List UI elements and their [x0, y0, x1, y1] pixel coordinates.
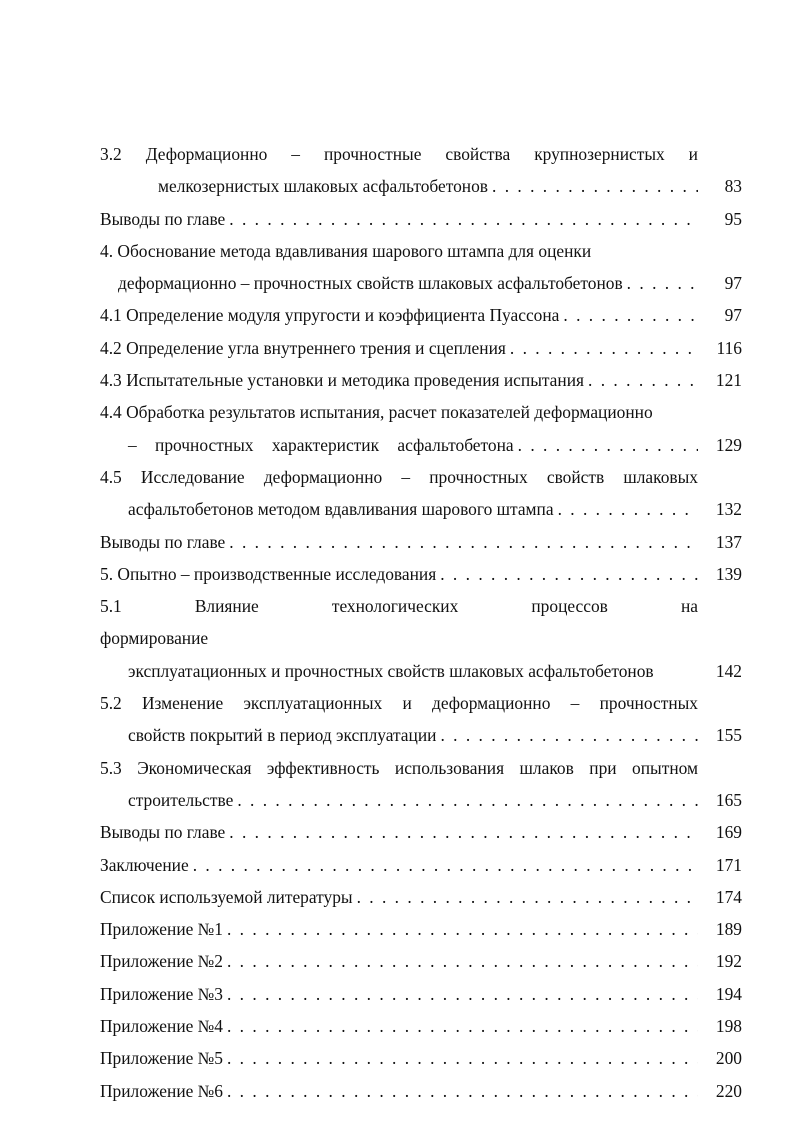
leader-dots	[237, 784, 698, 816]
toc-entry	[100, 299, 742, 331]
leader-dots	[193, 849, 698, 881]
leader-dots	[227, 913, 698, 945]
toc-entry-title: мелкозернистых шлаковых асфальтобетонов	[158, 176, 489, 197]
toc-entry-title: 4.5 Исследование деформационно – прочностных свойств шлаковых	[100, 466, 698, 487]
toc-entry	[100, 364, 742, 396]
toc-entry	[100, 1010, 742, 1042]
toc-entry-line	[100, 784, 742, 816]
toc-entry-line	[100, 138, 742, 170]
toc-page-number: 192	[715, 951, 742, 972]
leader-dots	[229, 526, 698, 558]
toc-entry-line	[100, 364, 742, 396]
toc-entry-line	[100, 461, 742, 493]
toc-entry-line	[100, 267, 742, 299]
toc-entry-line	[100, 170, 742, 202]
toc-page-number: 155	[715, 725, 742, 746]
toc-page-number: 198	[715, 1016, 742, 1037]
toc-entry-line	[100, 429, 742, 461]
leader-dots	[227, 1075, 698, 1107]
toc-entry-title: Приложение №3	[100, 983, 223, 1004]
toc-entry-title: Приложение №5	[100, 1048, 223, 1069]
leader-dots	[227, 945, 698, 977]
toc-entry-line	[100, 913, 742, 945]
toc-page-number: 200	[715, 1048, 742, 1069]
leader-dots	[227, 1010, 698, 1042]
toc-page-number: 116	[716, 337, 742, 358]
toc-page-number: 169	[715, 822, 742, 843]
toc-page-number: 97	[724, 305, 742, 326]
leader-dots	[440, 719, 698, 751]
leader-dots	[588, 364, 698, 396]
toc-entry	[100, 203, 742, 235]
toc-entry-title: 5.3 Экономическая эффективность использования шлаков при опытном	[100, 757, 698, 778]
toc-entry-line	[100, 590, 742, 655]
leader-dots	[492, 170, 698, 202]
toc-entry	[100, 332, 742, 364]
toc-entry	[100, 138, 742, 203]
toc-entry-line	[100, 655, 742, 687]
toc-entry-title: асфальтобетонов методом вдавливания шарового штампа	[128, 499, 554, 520]
toc-entry-title: Приложение №4	[100, 1016, 223, 1037]
toc-page-number: 97	[724, 273, 742, 294]
toc-entry-line	[100, 493, 742, 525]
toc-entry-title: Приложение №2	[100, 951, 223, 972]
toc-entry	[100, 235, 742, 300]
toc-entry-line	[100, 719, 742, 751]
leader-dots	[229, 816, 698, 848]
leader-dots	[227, 1042, 698, 1074]
toc-entry-line	[100, 881, 742, 913]
toc-entry-title: свойств покрытий в период эксплуатации	[128, 725, 437, 746]
toc-entry-line	[100, 1010, 742, 1042]
toc-entry	[100, 590, 742, 687]
toc-entry-line	[100, 1042, 742, 1074]
toc-entry-title: 4. Обоснование метода вдавливания шарового штампа для оценки	[100, 240, 592, 261]
toc-entry-line	[100, 558, 742, 590]
toc-page-number: 171	[715, 854, 742, 875]
toc-entry	[100, 558, 742, 590]
toc-entry	[100, 881, 742, 913]
toc-entry-title: Приложение №6	[100, 1080, 223, 1101]
leader-dots	[627, 267, 698, 299]
toc-entry-title: 3.2 Деформационно – прочностные свойства крупнозернистых и	[100, 144, 698, 164]
toc-entry	[100, 687, 742, 752]
leader-dots	[563, 299, 698, 331]
toc-entry	[100, 978, 742, 1010]
toc-page-number: 194	[715, 983, 742, 1004]
leader-dots	[229, 203, 698, 235]
toc-entry	[100, 526, 742, 558]
toc-entry-line	[100, 332, 742, 364]
toc-entry-title: 4.1 Определение модуля упругости и коэффициента Пуассона	[100, 305, 560, 326]
toc-entry-title: Выводы по главе	[100, 208, 226, 229]
toc-page-number: 139	[715, 563, 742, 584]
toc-entry-line	[100, 849, 742, 881]
toc-page-number: 83	[724, 176, 742, 197]
toc-entry-title: 5.2 Изменение эксплуатационных и деформационно – прочностных	[100, 693, 698, 714]
toc-entry-title: – прочностных характеристик асфальтобетона	[128, 434, 514, 455]
toc-page-number: 220	[715, 1080, 742, 1101]
toc-entry-title: эксплуатационных и прочностных свойств шлаковых асфальтобетонов	[128, 660, 654, 681]
leader-dots	[558, 493, 698, 525]
toc-entry	[100, 945, 742, 977]
toc-entry-title: деформационно – прочностных свойств шлаковых асфальтобетонов	[118, 273, 623, 294]
toc-page-number: 165	[715, 789, 742, 810]
toc-page-number: 121	[715, 370, 742, 391]
leader-dots	[227, 978, 698, 1010]
toc-entry-line	[100, 1075, 742, 1107]
toc-entry	[100, 752, 742, 817]
toc-entry-line	[100, 978, 742, 1010]
toc-entry	[100, 461, 742, 526]
leader-dots	[357, 881, 698, 913]
toc-page-number: 129	[715, 434, 742, 455]
toc-page-number: 137	[715, 531, 742, 552]
leader-dots	[510, 332, 698, 364]
table-of-contents	[100, 138, 742, 1107]
toc-entry-line	[100, 945, 742, 977]
toc-entry-title: Выводы по главе	[100, 822, 226, 843]
toc-page-number: 132	[715, 499, 742, 520]
toc-entry	[100, 913, 742, 945]
toc-entry-title: 4.2 Определение угла внутреннего трения и сцепления	[100, 337, 506, 358]
toc-entry-title: 5.1 Влияние технологических процессов на формирование	[100, 596, 698, 649]
toc-entry-title: строительстве	[128, 789, 234, 810]
toc-entry-title: 4.4 Обработка результатов испытания, расчет показателей деформационно	[100, 402, 653, 423]
toc-entry	[100, 816, 742, 848]
toc-entry-title: Список используемой литературы	[100, 886, 353, 907]
toc-page-number: 174	[715, 886, 742, 907]
toc-page-number: 95	[724, 208, 742, 229]
leader-dots	[518, 429, 698, 461]
toc-entry-line	[100, 816, 742, 848]
toc-entry-line	[100, 396, 742, 428]
toc-entry-title: Заключение	[100, 854, 189, 875]
toc-entry	[100, 849, 742, 881]
toc-page-number: 142	[715, 660, 742, 681]
toc-entry	[100, 1075, 742, 1107]
leader-dots	[440, 558, 698, 590]
toc-entry-line	[100, 687, 742, 719]
toc-entry-line	[100, 526, 742, 558]
toc-entry-title: 4.3 Испытательные установки и методика проведения испытания	[100, 370, 585, 391]
toc-entry-title: Выводы по главе	[100, 531, 226, 552]
toc-entry-line	[100, 203, 742, 235]
toc-entry-line	[100, 299, 742, 331]
toc-page-number: 189	[715, 919, 742, 940]
toc-entry-title: 5. Опытно – производственные исследования	[100, 563, 437, 584]
toc-entry	[100, 1042, 742, 1074]
toc-entry-line	[100, 752, 742, 784]
toc-entry	[100, 396, 742, 461]
toc-entry-line	[100, 235, 742, 267]
toc-entry-title: Приложение №1	[100, 919, 223, 940]
